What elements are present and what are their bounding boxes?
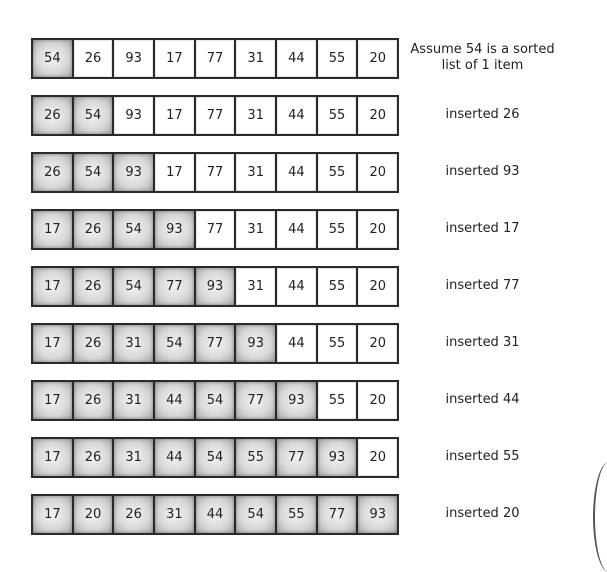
sorted-cell: 44 [196,496,235,533]
sorted-cell: 93 [277,382,316,419]
unsorted-cell: 31 [236,97,275,134]
unsorted-cell: 44 [277,211,316,248]
unsorted-cell: 93 [114,40,153,77]
row-caption: Assume 54 is a sorted list of 1 item [410,41,555,73]
array-row [31,380,399,421]
array-row [31,152,399,193]
sorted-cell: 17 [33,439,72,476]
sorted-cell: 17 [33,325,72,362]
unsorted-cell: 55 [318,211,357,248]
sorted-cell: 54 [33,40,72,77]
unsorted-cell: 44 [277,40,316,77]
sorted-cell: 54 [114,268,153,305]
array-row [31,323,399,364]
sorted-cell: 93 [318,439,357,476]
sorted-cell: 54 [155,325,194,362]
unsorted-cell: 55 [318,268,357,305]
sorted-cell: 26 [74,382,113,419]
unsorted-cell: 55 [318,40,357,77]
sorted-cell: 17 [33,268,72,305]
sorted-cell: 77 [277,439,316,476]
sorted-cell: 20 [74,496,113,533]
sorted-cell: 77 [155,268,194,305]
sorted-cell: 26 [33,97,72,134]
sorted-cell: 93 [236,325,275,362]
unsorted-cell: 44 [277,154,316,191]
unsorted-cell: 26 [74,40,113,77]
row-caption: inserted 44 [445,391,520,407]
sorted-cell: 93 [196,268,235,305]
unsorted-cell: 17 [155,154,194,191]
sorted-cell: 77 [196,325,235,362]
row-caption: inserted 93 [445,163,520,179]
unsorted-cell: 17 [155,97,194,134]
unsorted-cell: 55 [318,325,357,362]
sorted-cell: 44 [155,382,194,419]
sorted-cell: 55 [236,439,275,476]
sorted-cell: 26 [74,439,113,476]
unsorted-cell: 20 [358,97,397,134]
unsorted-cell: 20 [358,40,397,77]
sorted-cell: 93 [358,496,397,533]
sorted-cell: 77 [318,496,357,533]
unsorted-cell: 20 [358,154,397,191]
sorted-cell: 17 [33,496,72,533]
unsorted-cell: 20 [358,325,397,362]
row-caption: inserted 55 [445,448,520,464]
unsorted-cell: 77 [196,97,235,134]
sorted-cell: 17 [33,382,72,419]
unsorted-cell: 55 [318,97,357,134]
sorted-cell: 26 [74,211,113,248]
unsorted-cell: 77 [196,40,235,77]
unsorted-cell: 31 [236,40,275,77]
unsorted-cell: 31 [236,268,275,305]
sorted-cell: 77 [236,382,275,419]
unsorted-cell: 77 [196,211,235,248]
row-caption: inserted 31 [445,334,520,350]
sorted-cell: 54 [74,154,113,191]
array-row [31,209,399,250]
row-caption: inserted 17 [445,220,520,236]
unsorted-cell: 20 [358,211,397,248]
unsorted-cell: 20 [358,268,397,305]
sorted-cell: 54 [236,496,275,533]
sorted-cell: 31 [114,382,153,419]
array-row [31,437,399,478]
row-caption: inserted 20 [445,505,520,521]
unsorted-cell: 31 [236,154,275,191]
array-row [31,266,399,307]
array-row [31,95,399,136]
unsorted-cell: 55 [318,154,357,191]
sorted-cell: 54 [196,439,235,476]
sorted-cell: 31 [114,439,153,476]
row-caption: inserted 26 [445,106,520,122]
sorted-cell: 31 [114,325,153,362]
sorted-cell: 55 [277,496,316,533]
sorted-cell: 31 [155,496,194,533]
sorted-cell: 26 [114,496,153,533]
unsorted-cell: 17 [155,40,194,77]
sorted-cell: 54 [196,382,235,419]
sorted-cell: 26 [74,325,113,362]
row-caption: inserted 77 [445,277,520,293]
array-row [31,38,399,79]
unsorted-cell: 55 [318,382,357,419]
sorted-cell: 44 [155,439,194,476]
sorted-cell: 54 [74,97,113,134]
unsorted-cell: 44 [277,97,316,134]
sorted-cell: 93 [155,211,194,248]
array-row [31,494,399,535]
sorted-cell: 17 [33,211,72,248]
unsorted-cell: 20 [358,439,397,476]
sorted-cell: 93 [114,154,153,191]
sorted-cell: 26 [33,154,72,191]
unsorted-cell: 31 [236,211,275,248]
sorted-cell: 54 [114,211,153,248]
sorted-cell: 26 [74,268,113,305]
unsorted-cell: 93 [114,97,153,134]
unsorted-cell: 20 [358,382,397,419]
unsorted-cell: 77 [196,154,235,191]
unsorted-cell: 44 [277,325,316,362]
unsorted-cell: 44 [277,268,316,305]
